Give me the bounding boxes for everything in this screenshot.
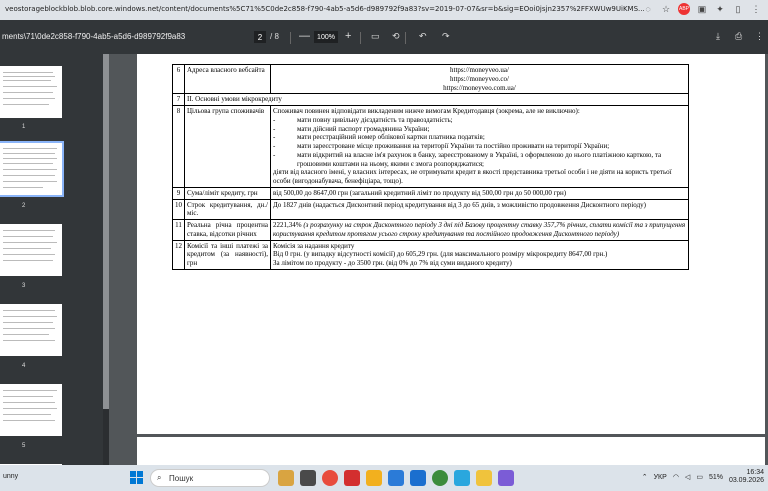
list-item: - мати повну цивільну дієздатність та правоздатність; [273,115,453,124]
row-label: Комісії та інші платежі за кредитом (за наявності), грн [185,240,271,269]
thumbnail-sidebar [0,54,106,465]
page-thumbnail[interactable] [0,384,62,436]
redo-icon[interactable]: ↷ [442,31,450,41]
list-item-text: мати дійсний паспорт громадянина України; [297,124,430,133]
list-item-text: мати повну цивільну дієздатність та правоздатність; [297,115,453,124]
thumbnail-number: 1 [22,124,26,130]
row-value [271,65,689,94]
url-text[interactable]: veostorageblockblob.blob.core.windows.net/content/documents%5C71%5C0de2c858-f790-4ab5-a5d6-d989792f9a83?sv=2019-07-07&sr=b&sig=EOoi0jsjn2357%2FFXWUw9UiKMS... [5,5,645,13]
language-indicator[interactable]: УКР [653,473,667,481]
search-icon: ⌕ [157,473,162,482]
rate-value: 2221,34% [273,221,302,229]
tray-chevron-icon[interactable]: ⌃ [641,474,648,482]
pdf-page [137,54,765,434]
extensions-puzzle-icon[interactable]: ✦ [716,3,724,14]
table-row [173,187,689,199]
zoom-out-button[interactable]: — [299,30,310,42]
row-label: Строк кредитування, дн./міс. [185,199,271,220]
row-label: Адреса власного вебсайта [185,65,271,94]
list-item: - мати відкритий на власне ім'я рахунок в банку, зареєстрованому в Україні, з оформленою до нього платіжною карткою, та грошовими коштами на ньому, якими є змога розпоряджатися; [273,151,686,169]
toolbar-divider [405,32,406,44]
address-bar[interactable] [0,0,768,20]
row-number: 9 [173,187,185,199]
system-tray [642,469,764,486]
table-row [173,65,689,94]
row-label: Цільова група споживачів [185,106,271,188]
pdf-page [137,437,765,465]
list-item-text: мати зареєстроване місце проживання на території України та постійно проживати на території України; [297,142,610,150]
commission-line: Комісія за надання кредиту [273,241,355,250]
zoom-level-input[interactable]: 100% [314,31,338,43]
chrome-icon[interactable] [432,470,448,486]
sidebar-icon[interactable]: ▯ [735,3,741,14]
notes-app-icon[interactable] [476,470,492,486]
thumbnail-number: 4 [22,363,26,369]
windows-taskbar [0,465,768,491]
search-label: Пошук [169,473,194,483]
zoom-in-button[interactable]: + [345,30,352,42]
print-icon[interactable]: ⎙ [735,31,743,41]
volume-icon[interactable]: ◁ [684,474,691,482]
rate-note: (з розрахунку на строк Дисконтного періоду 3 дні під Базову процентну ставку 357,7% річних, сплати комісії та з припущення користування кредитом протягом усього строку кредитування та постійного продовження Дисконтного періоду) [273,221,686,238]
row-value [271,240,689,269]
row-value: від 500,00 до 8647,00 грн (загальний кредитний ліміт по продукту від 500,00 грн до 50 000,00 грн) [271,187,689,199]
credit-terms-table [172,64,689,270]
table-row [173,106,689,188]
clock-date: 03.09.2026 [728,477,764,485]
list-item: - мати зареєстроване місце проживання на території України та постійно проживати на території України; [273,142,610,150]
list-item-text: мати реєстраційний номер облікової картки платника податків; [297,133,485,142]
telegram-icon[interactable] [454,470,470,486]
battery-icon[interactable]: ▭ [696,474,703,482]
list-item: - мати дійсний паспорт громадянина України; [273,124,430,133]
rotate-icon[interactable]: ⟲ [392,31,400,41]
l-app-icon[interactable] [344,470,360,486]
page-thumbnail[interactable] [0,304,62,356]
weather-widget[interactable]: unny [3,473,19,480]
task-view-icon[interactable] [300,470,316,486]
table-row [173,199,689,220]
battery-percent: 51% [708,473,723,481]
document-title: ments\71\0de2c858-f790-4ab5-a5d6-d989792f9a83 [2,32,186,41]
address-bar-icons [642,3,762,15]
requirements-outro: діяти від власного імені, у власних інтересах, не отримувати кредит в якості представника третьої особи і не діяти на користь третьої особи (вигодонабувача, бенефіціара, тощо). [273,168,672,185]
eye-off-icon[interactable]: ◌ [645,4,651,14]
table-row [173,220,689,241]
extension-icon[interactable]: ▣ [697,3,707,14]
taskbar-search[interactable] [150,469,270,487]
row-number: 10 [173,199,185,220]
file-explorer-icon[interactable] [366,470,382,486]
undo-icon[interactable]: ↶ [419,31,427,41]
list-item-text: мати відкритий на власне ім'я рахунок в банку, зареєстрованому в Україні, з оформленою до нього платіжною карткою, та грошовими коштами на ньому, якими є змога розпоряджатися; [297,150,662,168]
toolbar-divider [290,32,291,44]
list-item: - мати реєстраційний номер облікової картки платника податків; [273,133,485,142]
row-value [271,106,689,188]
section-heading: II. Основні умови мікрокредиту [185,94,689,106]
row-number: 7 [173,94,185,106]
commission-line: За лімітом по продукту - до 3500 грн. (від 0% до 7% від суми виданого кредиту) [273,259,512,267]
table-row [173,240,689,269]
pdf-toolbar [0,20,768,54]
clock[interactable] [729,469,764,486]
website-link[interactable]: https://moneyveo.ua/ [450,66,509,74]
website-link[interactable]: https://moneyveo.com.ua/ [443,83,516,92]
browser-app-icon[interactable] [322,470,338,486]
thumbnail-number: 3 [22,283,26,289]
page-total: / 8 [270,32,279,41]
row-number: 8 [173,106,185,188]
widget-app-icon[interactable] [278,470,294,486]
bookmark-star-icon[interactable]: ☆ [661,3,671,14]
table-row [173,94,689,106]
page-thumbnail[interactable] [0,143,62,195]
row-label: Реальна річна процентна ставка, відсотки річних [185,220,271,241]
row-number: 11 [173,220,185,241]
edge-icon[interactable] [388,470,404,486]
download-icon[interactable]: ⤓ [716,31,720,41]
row-number: 6 [173,65,185,94]
website-link[interactable]: https://moneyveo.co/ [450,74,509,83]
more-options-icon[interactable]: ⋮ [755,31,764,41]
menu-kebab-icon[interactable]: ⋮ [751,3,761,14]
fit-page-icon[interactable]: ▭ [371,31,380,41]
taskbar-apps [278,470,514,486]
adblock-icon[interactable]: ABP [678,3,690,15]
viber-icon[interactable] [498,470,514,486]
requirements-intro: Споживач повинен відповідати викладеним нижче вимогам Кредитодавця (зокрема, але не виключно): [273,107,580,115]
thumbnail-number: 2 [22,203,26,209]
row-value: До 1827 днів (надається Дисконтний період кредитування від 3 до 65 днів, з можливістю продовження Дисконтного періоду) [271,199,689,220]
page-thumbnail[interactable] [0,224,62,276]
windows-start-icon[interactable] [130,471,143,484]
row-number: 12 [173,240,185,269]
clock-time: 16:34 [746,469,764,476]
page-number-input[interactable]: 2 [254,31,266,43]
outlook-icon[interactable] [410,470,426,486]
pdf-viewer [109,54,768,465]
row-label: Сума/ліміт кредиту, грн [185,187,271,199]
commission-line: Від 0 грн. (у випадку відсутності комісії) до 605,29 грн. (для максимального розміру мікрокредиту 8647,00 грн.) [273,250,608,259]
row-value [271,220,689,241]
thumbnail-number: 5 [22,443,26,449]
toolbar-divider [360,32,361,44]
wifi-icon[interactable]: ◠ [672,474,679,482]
page-thumbnail[interactable] [0,66,62,118]
